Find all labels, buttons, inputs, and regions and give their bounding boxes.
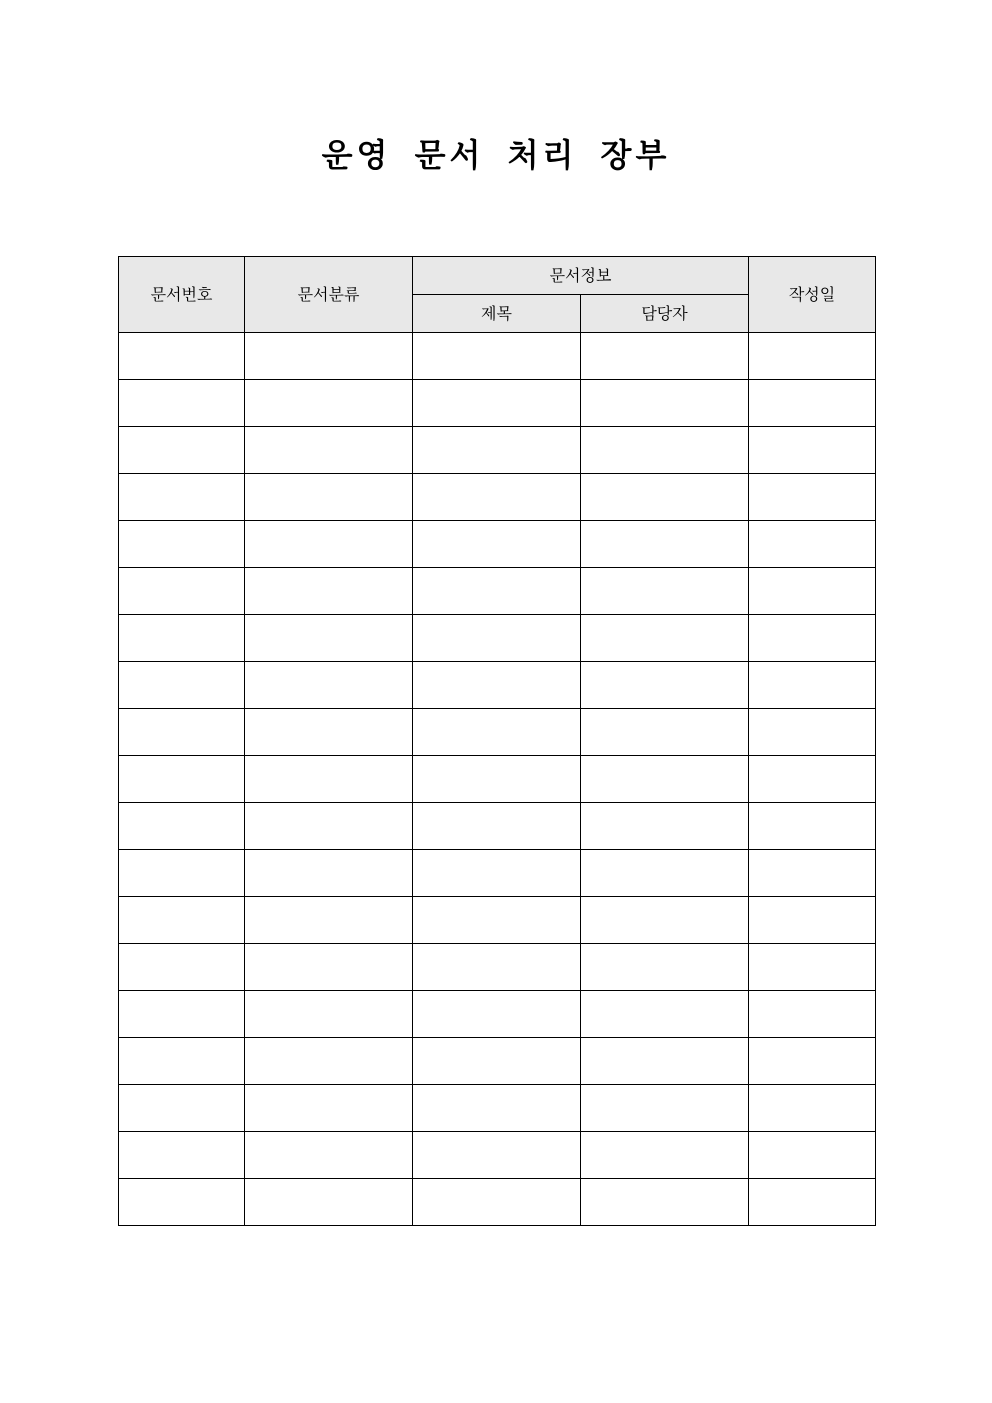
- doc-category-cell[interactable]: [245, 568, 413, 615]
- doc-category-cell[interactable]: [245, 1085, 413, 1132]
- subject-cell[interactable]: [413, 850, 581, 897]
- manager-cell[interactable]: [581, 944, 749, 991]
- created-date-cell[interactable]: [749, 991, 876, 1038]
- subject-cell[interactable]: [413, 709, 581, 756]
- doc-number-cell[interactable]: [119, 944, 245, 991]
- subject-cell[interactable]: [413, 662, 581, 709]
- subject-cell[interactable]: [413, 1038, 581, 1085]
- created-date-cell[interactable]: [749, 1132, 876, 1179]
- header-manager: 담당자: [581, 295, 749, 333]
- table-row: [119, 427, 876, 474]
- header-subject: 제목: [413, 295, 581, 333]
- subject-cell[interactable]: [413, 380, 581, 427]
- table-row: [119, 662, 876, 709]
- created-date-cell[interactable]: [749, 897, 876, 944]
- table-row: [119, 380, 876, 427]
- subject-cell[interactable]: [413, 1085, 581, 1132]
- created-date-cell[interactable]: [749, 803, 876, 850]
- subject-cell[interactable]: [413, 333, 581, 380]
- subject-cell[interactable]: [413, 615, 581, 662]
- created-date-cell[interactable]: [749, 1038, 876, 1085]
- created-date-cell[interactable]: [749, 662, 876, 709]
- table-row: [119, 709, 876, 756]
- table-row: [119, 850, 876, 897]
- created-date-cell[interactable]: [749, 521, 876, 568]
- doc-category-cell[interactable]: [245, 380, 413, 427]
- manager-cell[interactable]: [581, 756, 749, 803]
- created-date-cell[interactable]: [749, 474, 876, 521]
- manager-cell[interactable]: [581, 1179, 749, 1226]
- manager-cell[interactable]: [581, 991, 749, 1038]
- manager-cell[interactable]: [581, 803, 749, 850]
- created-date-cell[interactable]: [749, 568, 876, 615]
- doc-number-cell[interactable]: [119, 1085, 245, 1132]
- table-row: [119, 615, 876, 662]
- table-row: [119, 1179, 876, 1226]
- created-date-cell[interactable]: [749, 850, 876, 897]
- doc-category-cell[interactable]: [245, 1179, 413, 1226]
- manager-cell[interactable]: [581, 474, 749, 521]
- table-row: [119, 521, 876, 568]
- subject-cell[interactable]: [413, 1132, 581, 1179]
- subject-cell[interactable]: [413, 427, 581, 474]
- doc-category-cell[interactable]: [245, 850, 413, 897]
- table-row: [119, 803, 876, 850]
- subject-cell[interactable]: [413, 1179, 581, 1226]
- doc-number-cell[interactable]: [119, 615, 245, 662]
- doc-number-cell[interactable]: [119, 1132, 245, 1179]
- page-title: 운영 문서 처리 장부: [321, 136, 671, 174]
- ledger-body: [119, 333, 876, 1226]
- doc-category-cell[interactable]: [245, 1038, 413, 1085]
- doc-number-cell[interactable]: [119, 474, 245, 521]
- manager-cell[interactable]: [581, 521, 749, 568]
- doc-number-cell[interactable]: [119, 568, 245, 615]
- doc-category-cell[interactable]: [245, 803, 413, 850]
- table-row: [119, 333, 876, 380]
- document-ledger-table: [118, 256, 876, 1226]
- subject-cell[interactable]: [413, 944, 581, 991]
- doc-number-cell[interactable]: [119, 756, 245, 803]
- created-date-cell[interactable]: [749, 427, 876, 474]
- subject-cell[interactable]: [413, 474, 581, 521]
- table-row: [119, 1085, 876, 1132]
- manager-cell[interactable]: [581, 333, 749, 380]
- manager-cell[interactable]: [581, 380, 749, 427]
- table-row: [119, 474, 876, 521]
- subject-cell[interactable]: [413, 521, 581, 568]
- table-row: [119, 897, 876, 944]
- manager-cell[interactable]: [581, 709, 749, 756]
- doc-number-cell[interactable]: [119, 427, 245, 474]
- manager-cell[interactable]: [581, 1085, 749, 1132]
- doc-number-cell[interactable]: [119, 521, 245, 568]
- table-row: [119, 944, 876, 991]
- doc-category-cell[interactable]: [245, 756, 413, 803]
- header-created-date: 작성일: [749, 257, 876, 333]
- created-date-cell[interactable]: [749, 380, 876, 427]
- doc-category-cell[interactable]: [245, 474, 413, 521]
- doc-category-cell[interactable]: [245, 897, 413, 944]
- created-date-cell[interactable]: [749, 1085, 876, 1132]
- subject-cell[interactable]: [413, 991, 581, 1038]
- doc-number-cell[interactable]: [119, 380, 245, 427]
- manager-cell[interactable]: [581, 850, 749, 897]
- header-doc-info: 문서정보: [413, 257, 749, 295]
- doc-number-cell[interactable]: [119, 333, 245, 380]
- doc-number-cell[interactable]: [119, 850, 245, 897]
- doc-category-cell[interactable]: [245, 615, 413, 662]
- manager-cell[interactable]: [581, 1132, 749, 1179]
- doc-category-cell[interactable]: [245, 709, 413, 756]
- doc-category-cell[interactable]: [245, 1132, 413, 1179]
- doc-category-cell[interactable]: [245, 944, 413, 991]
- subject-cell[interactable]: [413, 756, 581, 803]
- doc-category-cell[interactable]: [245, 427, 413, 474]
- doc-number-cell[interactable]: [119, 1179, 245, 1226]
- doc-category-cell[interactable]: [245, 333, 413, 380]
- table-row: [119, 991, 876, 1038]
- manager-cell[interactable]: [581, 615, 749, 662]
- manager-cell[interactable]: [581, 427, 749, 474]
- table-row: [119, 756, 876, 803]
- doc-number-cell[interactable]: [119, 991, 245, 1038]
- header-doc-category: 문서분류: [245, 257, 413, 333]
- table-row: [119, 1132, 876, 1179]
- created-date-cell[interactable]: [749, 756, 876, 803]
- created-date-cell[interactable]: [749, 333, 876, 380]
- created-date-cell[interactable]: [749, 615, 876, 662]
- manager-cell[interactable]: [581, 897, 749, 944]
- doc-category-cell[interactable]: [245, 521, 413, 568]
- doc-number-cell[interactable]: [119, 1038, 245, 1085]
- doc-number-cell[interactable]: [119, 662, 245, 709]
- created-date-cell[interactable]: [749, 709, 876, 756]
- doc-number-cell[interactable]: [119, 897, 245, 944]
- doc-number-cell[interactable]: [119, 709, 245, 756]
- manager-cell[interactable]: [581, 568, 749, 615]
- header-doc-number: 문서번호: [119, 257, 245, 333]
- table-row: [119, 1038, 876, 1085]
- manager-cell[interactable]: [581, 662, 749, 709]
- subject-cell[interactable]: [413, 803, 581, 850]
- doc-category-cell[interactable]: [245, 991, 413, 1038]
- created-date-cell[interactable]: [749, 944, 876, 991]
- doc-category-cell[interactable]: [245, 662, 413, 709]
- subject-cell[interactable]: [413, 897, 581, 944]
- manager-cell[interactable]: [581, 1038, 749, 1085]
- subject-cell[interactable]: [413, 568, 581, 615]
- table-row: [119, 568, 876, 615]
- doc-number-cell[interactable]: [119, 803, 245, 850]
- created-date-cell[interactable]: [749, 1179, 876, 1226]
